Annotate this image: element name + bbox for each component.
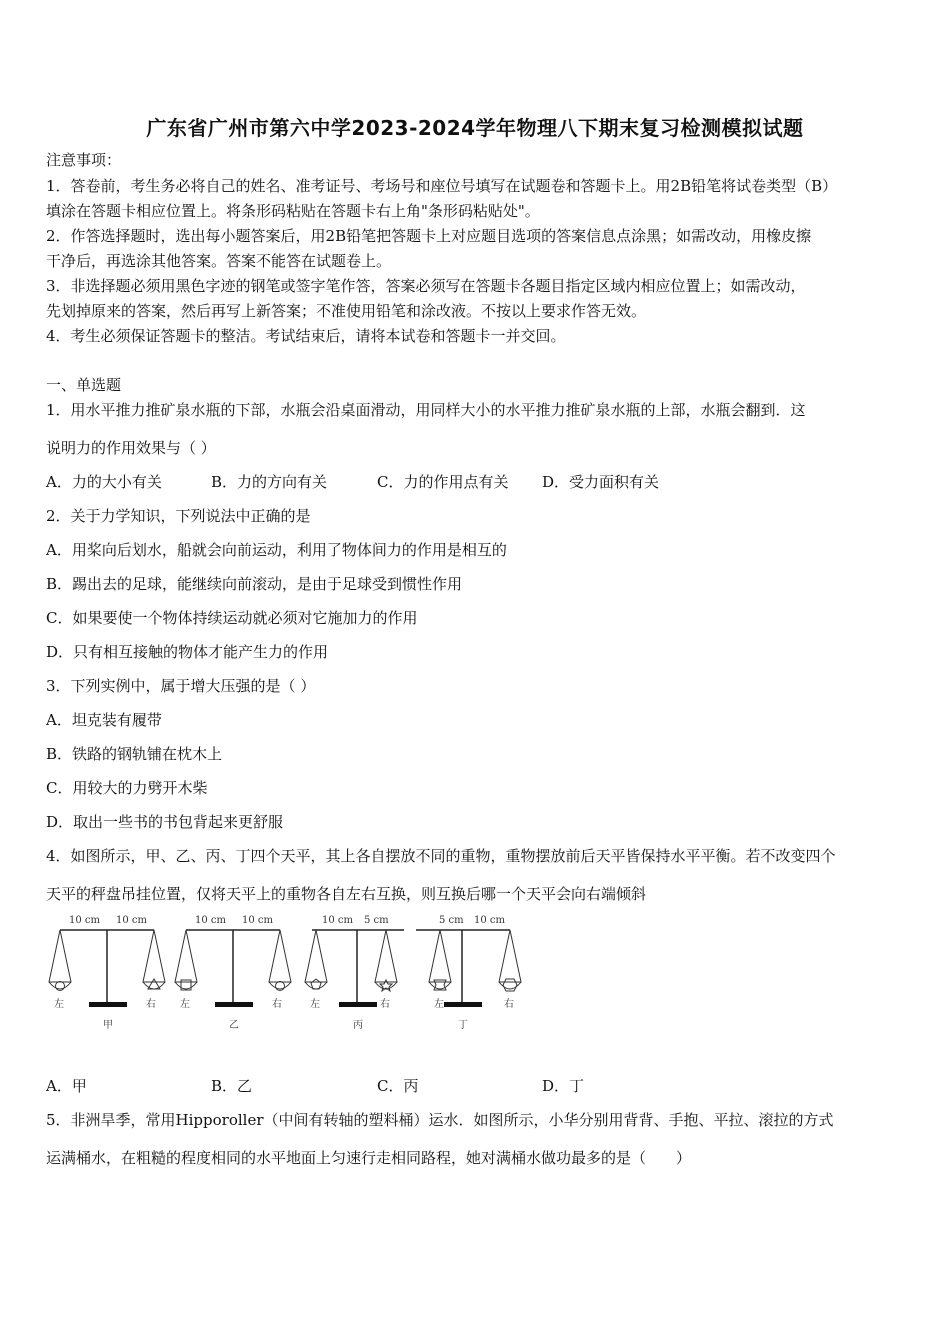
notice-line-7: 4．考生必须保证答题卡的整洁。考试结束后，请将本试卷和答题卡一并交回。	[46, 327, 566, 345]
q2-option-d: D．只有相互接触的物体才能产生力的作用	[46, 643, 329, 661]
yi-left-arm-label: 10 cm	[195, 915, 226, 926]
q4-option-b: B．乙	[211, 1077, 253, 1095]
notice-line-5: 3．非选择题必须用黑色字迹的钢笔或签字笔作答，答案必须写在答题卡各题目指定区域内相应位置上；如需改动，	[46, 277, 806, 295]
q1-option-c: C．力的作用点有关	[377, 473, 509, 491]
q1-option-a: A．力的大小有关	[46, 473, 162, 491]
jia-name: 甲	[103, 1020, 113, 1031]
notice-heading: 注意事项：	[46, 151, 122, 169]
page-title: 广东省广州市第六中学2023-2024学年物理八下期末复习检测模拟试题	[146, 116, 804, 140]
balance-diagram	[44, 912, 524, 1037]
ding-left-arm-label: 5 cm	[439, 915, 464, 926]
q3-option-d: D．取出一些书的书包背起来更舒服	[46, 813, 284, 831]
q4-option-d: D．丁	[542, 1077, 585, 1095]
bing-left-label: 左	[310, 999, 320, 1010]
balance-bing	[305, 915, 404, 1031]
bing-right-arm-label: 5 cm	[364, 915, 389, 926]
ding-right-arm-label: 10 cm	[474, 915, 505, 926]
yi-name: 乙	[229, 1020, 239, 1031]
notice-line-3: 2．作答选择题时，选出每小题答案后，用2B铅笔把答题卡上对应题目选项的答案信息点涂黑；如需改动，用橡皮擦	[46, 227, 812, 245]
notice-line-2: 填涂在答题卡相应位置上。将条形码粘贴在答题卡右上角"条形码粘贴处"。	[46, 202, 540, 220]
q1-option-d: D．受力面积有关	[542, 473, 660, 491]
q2-option-a: A．用桨向后划水，船就会向前运动，利用了物体间力的作用是相互的	[46, 541, 507, 559]
balance-ding	[416, 915, 521, 1031]
yi-right-label: 右	[272, 999, 282, 1010]
q1-option-b: B．力的方向有关	[211, 473, 328, 491]
q2-option-b: B．踢出去的足球，能继续向前滚动，是由于足球受到惯性作用	[46, 575, 463, 593]
notice-line-6: 先划掉原来的答案，然后再写上新答案；不准使用铅笔和涂改液。不按以上要求作答无效。	[46, 302, 647, 320]
bing-right-label: 右	[380, 999, 390, 1010]
jia-left-label: 左	[54, 999, 64, 1010]
ding-name: 丁	[458, 1020, 468, 1031]
section-heading: 一、单选题	[46, 376, 122, 394]
ding-right-label: 右	[504, 999, 514, 1010]
q4-stem-1: 4．如图所示，甲、乙、丙、丁四个天平，其上各自摆放不同的重物，重物摆放前后天平皆保持水平平衡。若不改变四个	[46, 847, 836, 865]
q3-stem: 3．下列实例中，属于增大压强的是（ ）	[46, 677, 316, 695]
q5-stem-2: 运满桶水，在粗糙的程度相同的水平地面上匀速行走相同路程，她对满桶水做功最多的是（ ）	[46, 1149, 692, 1167]
notice-line-1: 1．答卷前，考生务必将自己的姓名、准考证号、考场号和座位号填写在试题卷和答题卡上。用2B铅笔将试卷类型（B）	[46, 177, 838, 195]
q5-stem-1: 5．非洲旱季，常用Hipporoller（中间有转轴的塑料桶）运水．如图所示，小华分别用背背、手抱、平拉、滚拉的方式	[46, 1111, 834, 1129]
jia-left-arm-label: 10 cm	[69, 915, 100, 926]
bing-name: 丙	[353, 1020, 363, 1031]
q2-option-c: C．如果要使一个物体持续运动就必须对它施加力的作用	[46, 609, 418, 627]
ding-left-label: 左	[434, 999, 444, 1010]
jia-right-arm-label: 10 cm	[116, 915, 147, 926]
q3-option-a: A．坦克装有履带	[46, 711, 162, 729]
pentagon-weight-icon	[311, 979, 321, 989]
yi-right-arm-label: 10 cm	[242, 915, 273, 926]
bing-left-arm-label: 10 cm	[322, 915, 353, 926]
q3-option-b: B．铁路的钢轨铺在枕木上	[46, 745, 223, 763]
q2-stem: 2．关于力学知识，下列说法中正确的是	[46, 507, 311, 525]
balance-jia	[49, 915, 165, 1031]
jia-right-label: 右	[146, 999, 156, 1010]
q1-stem-2: 说明力的作用效果与（ ）	[46, 439, 216, 457]
q4-option-a: A．甲	[46, 1077, 87, 1095]
yi-left-label: 左	[180, 999, 190, 1010]
balance-yi	[175, 915, 291, 1031]
q4-option-c: C．丙	[377, 1077, 419, 1095]
q3-option-c: C．用较大的力劈开木柴	[46, 779, 208, 797]
q4-stem-2: 天平的秤盘吊挂位置，仅将天平上的重物各自左右互换，则互换后哪一个天平会向右端倾斜	[46, 885, 647, 903]
q1-stem-1: 1．用水平推力推矿泉水瓶的下部，水瓶会沿桌面滑动，用同样大小的水平推力推矿泉水瓶的上部，水瓶会翻到．这	[46, 401, 806, 419]
notice-line-4: 干净后，再选涂其他答案。答案不能答在试题卷上。	[46, 252, 392, 270]
balance-figure	[44, 912, 524, 1037]
